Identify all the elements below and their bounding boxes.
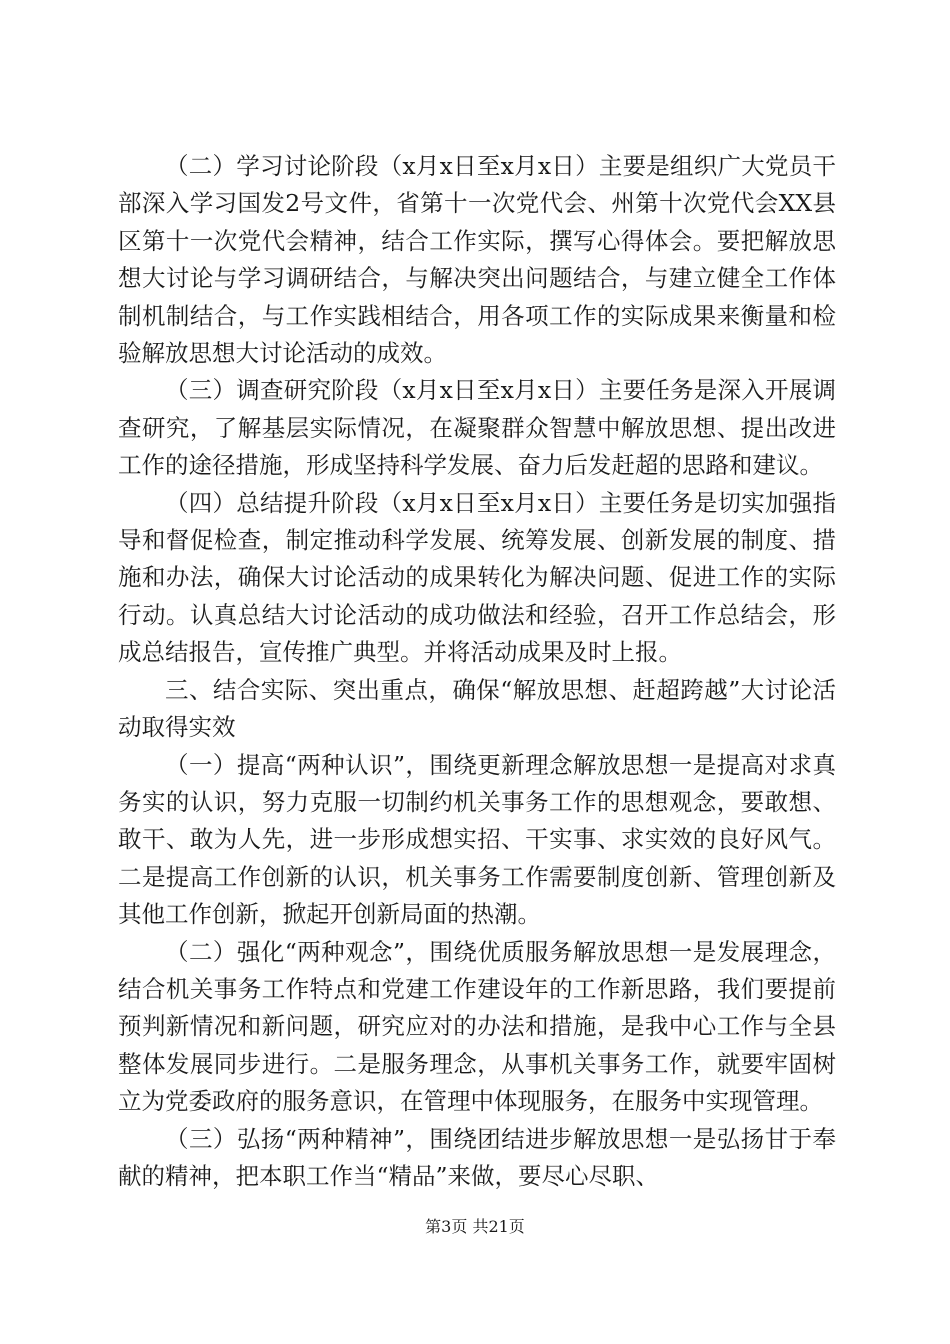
document-body bbox=[118, 148, 836, 1195]
paragraph-summary-stage: （四）总结提升阶段（x月x日至x月x日）主要任务是切实加强指导和督促检查，制定推动科学发展、统筹发展、创新发展的制度、措施和办法，确保大讨论活动的成果转化为解决问题、促进工作的实际行动。认真总结大讨论活动的成功做法和经验，召开工作总结会，形成总结报告，宣传推广典型。并将活动成果及时上报。 bbox=[118, 488, 836, 667]
paragraph-two-spirits: （三）弘扬“两种精神”，围绕团结进步解放思想一是弘扬甘于奉献的精神，把本职工作当“精品”来做，要尽心尽职、 bbox=[118, 1124, 836, 1190]
paragraph-study-discussion-stage: （二）学习讨论阶段（x月x日至x月x日）主要是组织广大党员干部深入学习国发2号文件，省第十一次党代会、州第十次党代会XX县区第十一次党代会精神，结合工作实际，撰写心得体会。要把解放思想大讨论与学习调研结合，与解决突出问题结合，与建立健全工作体制机制结合，与工作实践相结合，用各项工作的实际成果来衡量和检验解放思想大讨论活动的成效。 bbox=[118, 152, 836, 368]
paragraph-two-understandings: （一）提高“两种认识”，围绕更新理念解放思想一是提高对求真务实的认识，努力克服一切制约机关事务工作的思想观念，要敢想、敢干、敢为人先，进一步形成想实招、干实事、求实效的良好风气。二是提高工作创新的认识，机关事务工作需要制度创新、管理创新及其他工作创新，掀起开创新局面的热潮。 bbox=[118, 750, 836, 929]
paragraph-research-stage: （三）调查研究阶段（x月x日至x月x日）主要任务是深入开展调查研究，了解基层实际情况，在凝聚群众智慧中解放思想、提出改进工作的途径措施，形成坚持科学发展、奋力后发赶超的思路和建议。 bbox=[118, 376, 836, 480]
page-number-footer: 第3页 共21页 bbox=[425, 1217, 525, 1236]
paragraph-two-concepts: （二）强化“两种观念”，围绕优质服务解放思想一是发展理念，结合机关事务工作特点和党建工作建设年的工作新思路，我们要提前预判新情况和新问题，研究应对的办法和措施，是我中心工作与全县整体发展同步进行。二是服务理念，从事机关事务工作，就要牢固树立为党委政府的服务意识，在管理中体现服务，在服务中实现管理。 bbox=[118, 937, 836, 1116]
section-heading-three: 三、结合实际、突出重点，确保“解放思想、赶超跨越”大讨论活动取得实效 bbox=[118, 675, 836, 742]
